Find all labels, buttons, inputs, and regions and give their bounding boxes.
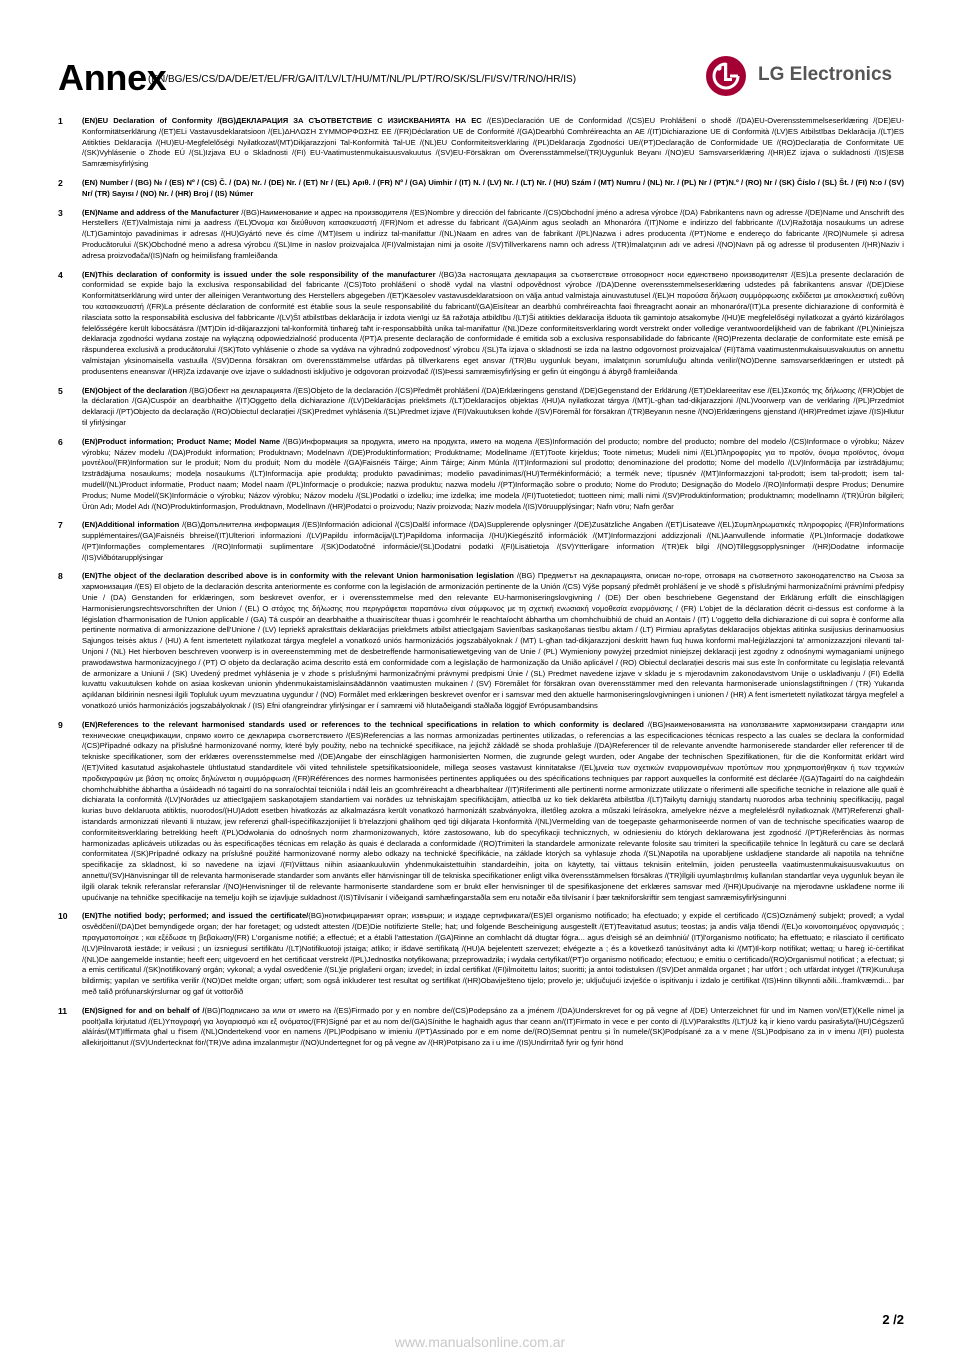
section-text [82,520,904,563]
watermark: www.manualsonline.com.ar [394,1334,566,1350]
section-heading: (EN)Object of the declaration [82,385,188,395]
section-text [82,437,904,513]
page-number: 2 /2 [882,1312,904,1327]
section-8 [58,571,904,711]
section-heading: (EN)Additional information [82,520,180,530]
section-number: 10 [58,911,68,922]
section-9 [58,720,904,904]
section-number: 11 [58,1005,68,1016]
section-heading: (EN)Signed for and on behalf of / [82,1005,205,1015]
section-4 [58,270,904,378]
lg-logo-text: LG Electronics [758,64,893,85]
lg-logo [704,54,904,94]
section-5 [58,386,904,429]
section-body: /(BG)Наименование и адрес на производителя /(ES)Nombre y dirección del fabricante /(CS)Obchodní jméno a adresa výrobce /(DA) Fabrikantens navn og adresse /(DE)Name und Anschrift des Herstellers /(ET)Valmistaja nimi ja aadress /(EL)Όνομα και διεύθυνση κατασκευαστή /(FR)Nom et adresse du fabricant /(GA)Ainm agus seoladh an Mhonaróra /(IT)Nome e indirizzo del fabbricante /(LV)Ražotāja nosaukums un adrese /(LT)Gamintojo pavadinimas ir adresas /(HU)Gyártó neve és címe /(MT)Isem u indirizz tal-manifattur /(NL)Naam en adres van de fabrikant /(PL)Nazwa i adres producenta /(PT)Nome e endereço do fabricante /(RO)Numele și adresa Producătorului /(SK)Obchodné meno a adresa výrobcu /(SL)Ime in naslov proizvajalca /(FI)Valmistajan nimi ja osoite /(SV)Tillverkarens namn och adress /(TR)İmalatçının adı ve adresi /(NO)Navn på og adresse til produsenten /(HR)Naziv i adresa proizvođača/(IS)Nafn og heimilisfang framleiðanda [82,207,904,260]
declaration-sections [58,116,904,1057]
section-number: 3 [58,207,63,218]
section-body: /(BG)Допълнителна информация /(ES)Información adicional /(CS)Další informace /(DA)Supplerende oplysninger /(DE)Zusätzliche Angaben /(ET)Lisateave /(EL)Συμπληρωματικές πληροφορίες /(FR)Informations supplémentaires/(GA)Faisnéis bhreise/(IT)Ulteriori informazioni /(LV)Papildu informācija/(LT)Papildoma informacija /(HU)Kiegészítő információk /(MT)Informazzjoni addizzjonali /(NL)Aanvullende informatie /(PL)Informacje dodatkowe /(PT)Informações complementares /(RO)Informații suplimentare /(SK)Dodatočné informácie/(SL)Dodatni podatki /(FI)Lisätietoja /(SV)Ytterligare information /(TR)Ek bilgi /(NO)Tilleggsopplysninger /(HR)Dodatne informacije /(IS)Viðbótarupplýsingar [82,520,904,562]
section-number: 1 [58,116,63,126]
section-number: 7 [58,520,63,531]
section-text [82,720,904,904]
section-number: 4 [58,269,63,280]
section-heading: (EN)This declaration of conformity is issued under the sole responsibility of the manufacturer [82,269,436,279]
section-heading: (EN)EU Declaration of Conformity /(BG)ДЕКЛАРАЦИЯ ЗА СЪОТВЕТСТВИЕ С ИЗИСКВАНИЯТА НА ЕС [82,116,482,125]
section-heading: (EN)Name and address of the Manufacturer [82,207,240,217]
section-body: /(ES)Declaración UE de Conformidad /(CS)EU Prohlášení o shodě /(DA)EU-Overensstemmelseserklæring /(DE)EU-Konformitätserklärung /(ET)ELi Vastavusdeklaratsioon /(EL)ΔΗΛΩΣΗ ΣΥΜΜΟΡΦΩΣΗΣ ΕΕ /(FR)Déclaration UE de Conformité /(GA)Dearbhú Comhréireachta an AE /(IT)Dichiarazione UE di Conformità /(LV)ES Atbilstības Deklarācija /(LT)ES Atitikties Deklaracija /(HU)EU-Megfelelőségi Nyilatkozat/(MT)Dikjarazzjoni Tal-Konformità Tal-UE /(NL)EU Conformiteitsverklaring /(PL)Deklaracja Zgodności UE/(PT)Declaração de Conformidade UE /(RO)Declarația de Conformitate UE /(SK)Vyhlásenie o Zhode EÚ /(SL)Izjava EU o Skladnosti /(FI) EU-Vaatimustenmukaisuusvakuutus /(SV)EU-Försäkran om Överensstämmelse/(TR)Uygunluk Beyanı /(NO)EU Samsvarserklæring /(HR)EZ izjava o sukladnosti /(IS)ESB Samræmisyfirlýsing [82,116,904,169]
section-heading: (EN)References to the relevant harmonised standards used or references to the technical specifications in relation to which conformity is declared [82,719,644,729]
section-text [82,571,904,711]
section-number: 2 [58,177,63,188]
section-text [82,386,904,429]
section-6 [58,437,904,513]
section-heading: (EN) Number / (BG) № / (ES) Nº / (CS) Č. / (DA) Nr. / (DE) Nr. / (ET) Nr / (EL) Αριθ. / (FR) Nº / (GA) Uimhir / (IT) N. / (LV) Nr. / (LT) Nr. / (HU) Szám / (MT) Numru / (NL) Nr. / (PL) Nr / (PT)N.º / (RO) Nr / (SK) Číslo / (SL) Št. / (FI) N:o / (SV) Nr/ (TR) Sayısı / (NO) Nr. / (HR) Broj / (IS) Númer [82,177,904,198]
section-number: 9 [58,719,63,730]
section-text [82,178,904,200]
section-body: /(BG)Обект на декларацията /(ES)Objeto de la declaración /(CS)Předmět prohlášení /(DA)Erklæringens genstand /(DE)Gegenstand der Erklärung /(ET)Deklareeritav ese /(EL)Σκοπός της δήλωσης /(FR)Objet de la déclaration /(GA)Cuspóir an dearbhaithe /(IT)Oggetto della dichiarazione /(LV)Deklarācijas priekšmets /(LT)Deklaracijos objektas /(HU)A nyilatkozat tárgya /(MT)L-għan tad-dikjarazzjoni /(NL)Voorwerp van de verklaring /(PL)Przedmiot deklaracji /(PT)Objecto da declaração /(RO)Obiectul declarației /(SK)Predmet vyhlásenia /(SL)Predmet izjave /(FI)Vakuutuksen kohde /(SV)Föremål för försäkran /(TR)Beyanın nesne /(NO)Erklæringens gjenstand /(HR)Predmet izjave /(IS)Hlutur til yfirlýsingar [82,385,904,427]
section-heading: (EN)The notified body; performed; and issued the certificate/ [82,911,309,921]
section-text [82,270,904,378]
section-number: 5 [58,385,63,396]
section-text [82,116,904,170]
section-7 [58,520,904,563]
lg-logo-icon [704,54,748,98]
section-text [82,911,904,997]
section-heading: (EN)Product information; Product Name; Model Name [82,436,281,446]
section-body: /(BG)За настоящата декларация за съответствие отговорност носи единствено производителят /(ES)La presente declaración de conformidad se expide bajo la exclusiva responsabilidad del fabricante /(CS)Toto prohlášení o shodě vydal na vlastní odpovědnost výrobce /(DA)Denne overensstemmelseserklæring udstedes på fabrikantens ansvar /(DE)Diese Konformitätserklärung wird unter der alleinigen Verantwortung des Herstellers abgegeben /(ET)Käesolev vastavusdeklaratsioon on välja antud valmistaja ainuvastutusel /(EL)Η παρούσα δήλωση συμμόρφωσης εκδίδεται με αποκλειστική ευθύνη του κατασκευαστή /(FR)La présente déclaration de conformité est établie sous la seule responsabilité du fabricant/(GA)Eisítear an dearbhú comhréireachta faoi fhreagracht aonair an mhonaróra/(IT)La presente dichiarazione di conformità è rilasciata sotto la responsabilità esclusiva del fabbricante /(LV)Šī atbilstības deklarācija ir izdota vienīgi uz šā ražotāja atbildību /(LT)Ši atitikties deklaracija išduota tik gamintojo atsakomybe /(HU)E megfelelőségi nyilatkozat a gyártó kizárólagos felelősségére került kibocsátásra /(MT)Din id-dikjarazzjoni tal-konformità tinħareġ taħt ir-responsabbiltà unika tal-manifattur /(NL)Deze conformiteitsverklaring wordt verstrekt onder volledige verantwoordelijkheid van de fabrikant /(PL)Niniejsza deklaracja zgodności wydana zostaje na wyłączną odpowiedzialność producenta /(PT)A presente declaração de conformidade é emitida sob a exclusiva responsabilidade do fabricante /(RO)Prezenta declarație de conformitate este emisă pe răspunderea exclusivă a producătorului /(SK)Toto vyhlásenie o zhode sa vydáva na výhradnú zodpovednosť výrobcu /(SL)Ta izjava o skladnosti se izda na lastno odgovornost proizvajalca/ (FI)Tämä vaatimustenmukaisuusvakuutus on annettu valmistajan yksinomaisella vastuulla /(SV)Denna försäkran om överensstämmelse utfärdas på tillverkarens eget ansvar /(TR)Bu uygunluk beyanı, imalatçının sorumluluğu altında verilir/(NO)Denne samsvarserklæringen er utstedt på produsentens eneansvar /(HR)Za izdavanje ove izjave o sukladnosti isključivo je odgovoran proizvođač /(IS)Þessi samræmisyfirlýsing er gefin út eingöngu á ábyrgð framleiðanda [82,269,904,376]
section-3 [58,208,904,262]
language-codes: (EN/BG/ES/CS/DA/DE/ET/EL/FR/GA/IT/LV/LT/HU/MT/NL/PL/PT/RO/SK/SL/FI/SV/TR/NO/HR/IS) [148,74,577,85]
section-body: /(BG) Предметът на декларацията, описан по-горе, отговаря на съответното законодателство на Съюза за хармонизация /(ES) El objeto de la declaración descrita anteriormente es conforme con la legislación de armonización pertinente de la Unión /(CS) Výše popsaný předmět prohlášení je ve shodě s příslušnými harmonizačními právními předpisy Unie / (DA) Genstanden for erklæringen, som beskrevet ovenfor, er i overensstemmelse med den relevante EU-harmoniseringslovgivning / (DE) Der oben beschriebene Gegenstand der Erklärung erfüllt die einschlägigen Harmonisierungsrechtsvorschriften der Union / (EL) Ο στόχος της δήλωσης που περιγράφεται παραπάνω είναι σύμφωνος με τη σχετική ενωσιακή νομοθεσία εναρμόνισης / (FR) L'objet de la déclaration décrit ci-dessus est conforme à la législation d'harmonisation de l'Union applicable / (GA) Tá cuspóir an dearbhaithe a thuairiscítear thuas i gcomhréir le reachtaíocht ábhartha um chomhchuibhiú de chuid an Aontais / (IT) L'oggetto della dichiarazione di cui sopra è conforme alla pertinente normativa di armonizzazione dell'Unione / (LV) Iepriekš aprakstītais deklarācijas priekšmets atbilst attiecīgajam Savienības saskaņošanas tiesību aktam / (LT) Pirmiau aprašytas deklaracijos objektas atitinka susijusius derinamuosius Sąjungos teisės aktus / (HU) A fent ismertetett nyilatkozat tárgya megfelel a vonatkozó uniós harmonizációs jogszabályoknak / (MT) L-għan tad-dikjarazzjoni deskritt hawn fuq huwa konformi mal-leġiżlazzjoni ta' armonizzazzjoni rilevanti tal-Unjoni / (NL) Het hierboven beschreven voorwerp is in overeenstemming met de desbetreffende harmonisatiewetgeving van de Unie / (PL) Wymieniony powyżej przedmiot niniejszej deklaracji jest zgodny z odnośnymi wymaganiami unijnego prawodawstwa harmonizacyjnego / (PT) O objeto da declaração acima descrito está em conformidade com a legislação de harmonização da União aplicável / (RO) Obiectul declarației descris mai sus este în conformitate cu legislația relevantă de armonizare a Uniunii / (SK) Uvedený predmet vyhlásenia je v zhode s príslušnými harmonizačnými právnymi predpismi Únie / (SL) Predmet navedene izjave v skladu je s mjerodavnim zakonodavstvom Unije o usklađivanju / (FI) Edellä kuvattu vakuutuksen kohde on asiaa koskevan unionin yhdenmukaistamislainsäädännön vaatimusten mukainen / (SV) Föremålet för försäkran ovan överensstämmer med den relevanta harmoniserade unionslagstiftningen / (TR) Yukarıda açıklanan bildirinin nesnesi ilgili Topluluk uyum mevzuatına uygundur / (NO) Formålet med erklæringen beskrevet ovenfor er i samsvar med den aktuelle harmoniseringslovgivningen i unionen / (HR) A fent ismertetett nyilatkozat tárgya megfelel a vonatkozó uniós harmonizációs jogszabályoknak / (IS) Efni ofangreindrar yfirlýsingar er í samræmi við hlutaðeigandi staðlaða löggjöf Evrópusambandsins [82,571,904,711]
section-text [82,1006,904,1049]
section-heading: (EN)The object of the declaration described above is in conformity with the relevant Union harmonisation legislation [82,571,514,581]
section-body: /(BG)наименованията на използваните хармонизирани стандарти или технические спецификации, спрямо които се декларира съответствието /(ES)Referencias a las normas armonizadas pertinentes utilizadas, o referencias a las especificaciones técnicas respecto a las cuales se declara la conformidad /(CS)Případné odkazy na příslušné harmonizované normy, které byly použity, nebo na technické specifikace, na jejichž základě se shoda prohlašuje /(DA)Referencer til de relevante anvendte harmoniserede standarder eller referencer til de tekniske specifikationer, som der erklæres overensstemmelse med /(DE)Angabe der einschlägigen harmonisierten Normen, die zugrunde gelegt wurden, oder Angabe der technischen Spezifikationen, für die die Konformität erklärt wird /(ET)Viited kasutatud asjakohastele ühtlustatud standarditele või viited tehnilistele spetsifikatsioonidele, millega seoses vastavust kinnitatakse /(EL)μνεία των σχετικών εναρμονισμένων προτύπων που χρησιμοποιήθηκαν ή των τεχνικών προδιαγραφών με βάση τις οποίες δηλώνεται η συμμόρφωση /(FR)Références des normes harmonisées pertinentes appliquées ou des spécifications techniques par rapport auxquelles la conformité est déclarée /(GA)Tagairtí do na caighdeáin chomhchuibhithe ábhartha a úsáideadh nó tagairtí do na sonraíochtaí teicniúla i ndáil leis an gcomhréireacht a dhearbhaítear /(IT)Riferimenti alle pertinenti norme armonizzate utilizzate o riferimenti alle specifiche tecniche in relazione alle quali è dichiarata la conformità /(LV)Norādes uz attiecīgajiem saskaņotajiem standartiem vai norādes uz tehniskajām specifikācijām, attiecībā uz ko tiek deklarēta atbilstība /(LT)Taikytų darniųjų standartų nuorodos arba techninių specifikacijų, pagal kurias buvo deklaruota atitiktis, nuorodos/(HU)Adott esetben hivatkozás az alkalmazásra került vonatkozó harmonizált szabványokra, illetőleg azokra a műszaki leírásokra, amelyekre nézve a megfelelésről nyilatkoznak /(MT)Referenzi għall-istandards armonizzati rilevanti li ntużaw, jew referenzi għall-ispeċifikazzjonijiet li b'relazzjoni għalihom qed tiġi dikjarata l-konformità /(NL)Vermelding van de toegepaste geharmoniseerde normen of van de technische specificaties waarop de conformiteitsverklaring betrekking heeft /(PL)Odwołania do odnośnych norm zharmonizowanych, które zastosowano, lub do specyfikacji technicznych, w odniesieniu do których deklarowana jest zgodność /(PT)Referências às normas harmonizadas aplicáveis utilizadas ou às especificações técnicas em relação às quais é declarada a conformidade /(RO)Trimiteri la standardele armonizate relevante folosite sau trimiteri la specificațiile tehnice în legătură cu care se declară conformitatea /(SK)Prípadné odkazy na príslušné použité harmonizované normy alebo odkazy na technické špecifikácie, na základe ktorých sa vyhlasuje zhoda /(SL)Napotila na uporabljene uskladjene standarde ali napotila na tehnične specifikacije za skladnost, ki so navedene na izjavi /(FI)Viittaus niihin asiaankuuluviin yhdenmukaistettuihin standardeihin, joita on käytetty, tai viittaus teknisiin eritelmiin, joiden perusteella vaatimustenmukaisuusvakuutus on annettu/(SV)Hänvisningar till de relevanta harmoniserade standarder som använts eller hänvisningar till de tekniska specifikationer enligt vilka överensstämmelsen försäkras /(TR)İlgili uyumlaştırılmış kullanılan standartlar veya uygunluk beyan ile ilgili olarak teknik referanslar referanslar /(NO)Henvisninger til de relevante harmoniserte standardene som er brukt eller henvisninger til de spesifikasjonene det erklæres samsvar med /(HR)Upućivanje na mjerodavne usklađene norme ili upućivanje na tehničke specifikacije na temelju kojih se izjavljuje sukladnost /(IS)Tilvísanir í viðeigandi samhæfingarstaðla sem eru notaðir eða tilvísanir í þær tækniforskriftir sem tengjast samræmisyfirlýsingunni [82,719,904,902]
section-11 [58,1006,904,1049]
annex-title: Annex [58,57,167,98]
section-text [82,208,904,262]
page-header [58,54,904,120]
section-body: /(BG)Информация за продукта, името на продукта, името на модела /(ES)Información del producto; nombre del producto; nombre del modelo /(CS)Informace o výrobku; Název výrobku; Název modelu /(DA)Produkt information; Produktnavn; Modelnavn /(DE)Produktinformation; Produktname; Modellname /(ET)Toote kirjeldus; Toote nimetus; Mudeli nimi /(EL)Πληροφορίες για το προϊόν, όνομα προϊόντος, όνομα μοντέλου/(FR)Information sur le produit; Nom du produit; Nom du modèle /(GA)Faisnéis Táirge; Ainm Táirge; Ainm Múnla /(IT)Informazioni sul prodotto; denominazione del prodotto; Nome del modello /(LV)Informācija par izstrādājumu; Izstrādājuma nosaukums; modeļa nosaukums /(LT)Informacija apie produktą; produkto pavadinimas; modelio pavadinimas/(HU)Termékinformáció; a termék neve; típusnév /(MT)Informazzjoni tal-prodott; isem tal-prodott; isem tal-mudell/(NL)Product informatie, Product naam; Model naam /(PL)Informacje o produkcie; nazwa produktu; nazwa modelu /(PT)Informação sobre o produto; Nome do Produto; Designação do Modelo /(RO)Informații despre Produs; Denumire Produs; Nume Model/(SK)Informácie o výrobku; Názov výrobku; Názov modelu /(SL)Podatki o izdelku; ime izdelka; ime modela /(FI)Tuotetiedot; tuotteen nimi; malli nimi /(SV)Produktinformation; produktnamn; modellnamn /(TR)Ürün bilgileri; Ürün Adı; Model Adı /(NO)Produktinformasjon, Produktnavn, Modellnavn /(HR)Podatci o proizvodu; Naziv proizvoda; Naziv modela /(IS)Vöruupplýsingar; Nafn vöru; Nafn gerðar [82,436,904,511]
section-10 [58,911,904,997]
section-1 [58,116,904,170]
section-2 [58,178,904,200]
section-number: 6 [58,436,63,447]
section-body: (BG)нотифицираният орган; извърши; и издаде сертификата/(ES)El organismo notificado; ha efectuado; y expide el certificado /(CS)Oznámený subjekt; provedl; a vydal osvědčení/(DA)Det bemyndigede organ; der har foretaget; og udstedt attesten /(DE)Die notifizierte Stelle; hat; und folgende Bescheinigung ausgestellt /(ET)Teavitatud asutus; teostas; ja andis välja tõendi /(EL)ο κοινοποιημένος οργανισμός ; πραγματοποίησε ; και εξέδωσε τη βεβαίωση/(FR) L'organisme notifié; a effectué; et a établi l'attestation /(GA)Rinne an comhlacht dá dtugtar fógra... agus d'eisigh sé an deimhniú/ (IT)l'organismo notificato; ha effettuato; e rilasciato il certificato /(LV)Pilnvarotā iestāde; ir veikusi ; un izsniegusi sertifikātu /(LT)Notifikuotoji įstaiga; atliko; ir išdavė sertifikatą /(HU)A bejelentett szervezet; elvégezte a ; és a következő tanúsítványt adta ki /(MT)Il-korp notifikat; wettaq; u ħareġ iċ-ċertifikat /(NL)De aangemelde instantie; heeft een; uitgevoerd en het certificaat verstrekt /(PL)Jednostka notyfikowana; przeprowadziła; i wydała certyfikat/(PT)o organismo notificado; efectuou; e emitiu o certificado/(RO)Organismul notificat ; a efectuat; și a emis certificatul /(SK)notifikovaný orgán; vykonal; a vydal osvedčenie /(SL)je priglašeni organ; izvedel; in izdal certifikat /(FI)ilmoitettu laitos; suoritti; ja antoi todistuksen /(SV)Det anmälda organet ; har utfört ; och utfärdat intyget /(TR)Kuruluşa bildirmiş; yapılan ve sertifika verilir /(NO)Det meldte organ; utført; som også inkluderer test resultat og sertifikat /(HR)Obaviješteno tijelo; provelo je; uključujući izvješće o ispitivanju i izdalo je certifikat /(IS)Hinn tilkynnti aðili...framkvæmdi... þar með talið prófunarskýrslurnar og gaf út vottorðið [82,911,904,996]
section-body: (BG)Подписано за или от името на /(ES)Firmado por y en nombre de/(CS)Podepsáno za a jménem /(DA)Underskrevet for og på vegne af /(DE) Unterzeichnet für und im Namen von/(ET)(Kelle nimel ja poolt)alla kirjutatud /(EL)Υπογραφή για λογαριασμό και εξ ονόματος/(FR)Signé par et au nom de/(GA)Sínithe le haghaidh agus thar ceann an/(IT)Firmato in vece e per conto di /(LV)Parakstīts /(LT)Už ką ir kieno vardu pasirašyta/(HU)Cégszerű aláírás/(MT)Iffirmata għal u f'isem /(NL)Ondertekend voor en namens /(PL)Podpisano w imieniu /(PT)Assinado por e em nome de/(RO)Semnat pentru și în numele/(SK)Podpísané za a v mene /(SL)Podpisano za in v imenu /(FI) puolesta allekirjoittanut /(SV)Undertecknat för/(TR)Ve adına imzalanmıştır /(NO)Undertegnet for og på vegne av /(HR)Potpisano za i u ime /(IS)Undirritað fyrir og fyrir hönd [82,1005,904,1048]
section-number: 8 [58,571,63,582]
